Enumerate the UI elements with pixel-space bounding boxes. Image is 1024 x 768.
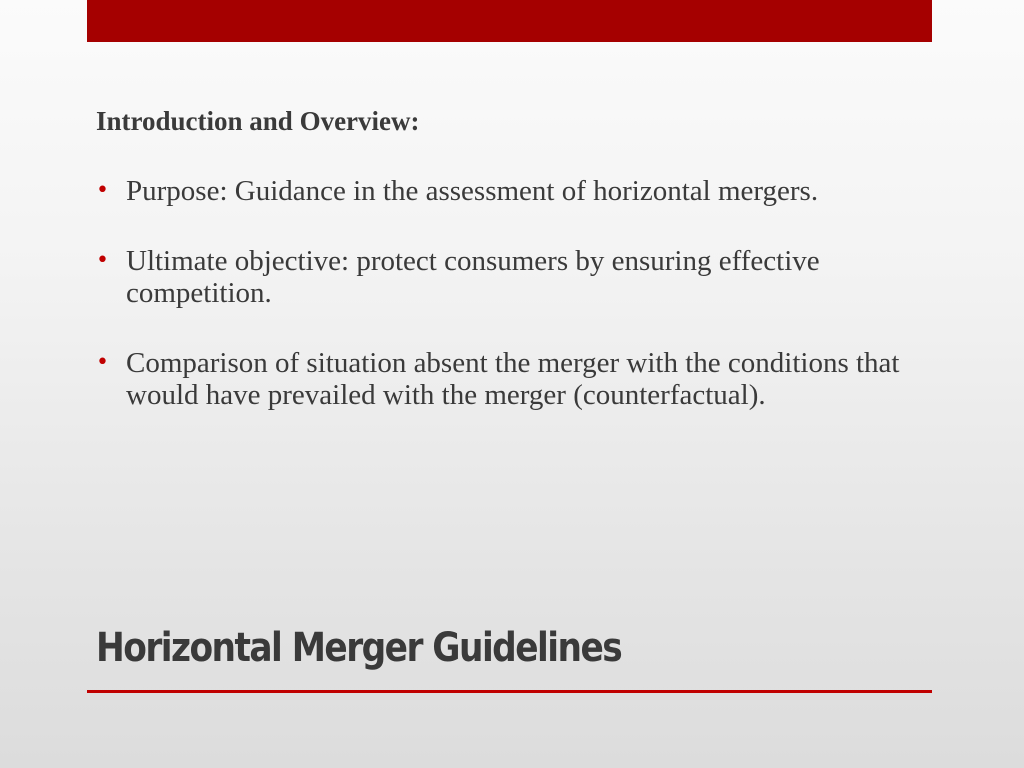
bullet-dot-icon: • xyxy=(96,248,109,274)
title-underline-rule xyxy=(87,690,932,693)
slide-content xyxy=(96,105,926,449)
slide-title: Horizontal Merger Guidelines xyxy=(96,625,622,671)
bullet-dot-icon: • xyxy=(96,350,109,376)
bullet-dot-icon: • xyxy=(96,178,109,204)
bullet-item-objective xyxy=(96,245,926,309)
bullet-text: Ultimate objective: protect consumers by ensuring effective competition. xyxy=(126,245,820,310)
bullet-item-purpose xyxy=(96,175,926,207)
section-heading: Introduction and Overview: xyxy=(96,106,420,136)
bullet-list xyxy=(96,175,926,411)
top-accent-bar xyxy=(87,0,932,42)
bullet-text: Comparison of situation absent the merger with the conditions that would have prevailed with the merger (counterfactual). xyxy=(126,347,900,412)
bullet-item-comparison xyxy=(96,347,926,411)
bullet-text: Purpose: Guidance in the assessment of horizontal mergers. xyxy=(126,175,819,208)
